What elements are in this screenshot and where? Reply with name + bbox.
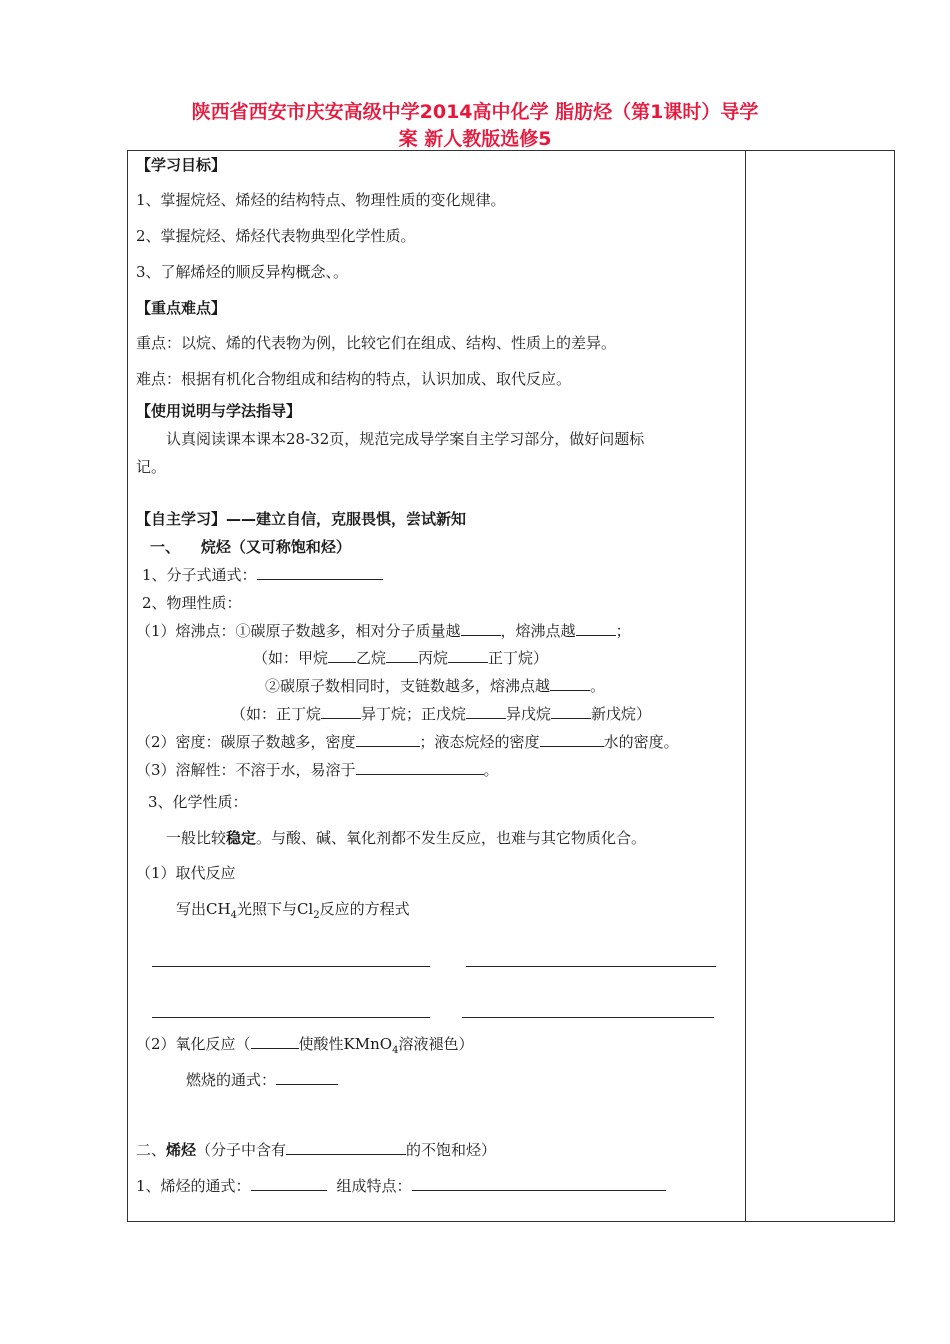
oxidation-text-b: 使酸性KMnO bbox=[298, 1035, 393, 1053]
stability-text-a: 一般比较 bbox=[166, 829, 227, 847]
solubility-row bbox=[136, 760, 499, 780]
usage-text-2: 记。 bbox=[136, 458, 167, 476]
example1-text-a: （如：甲烷 bbox=[253, 649, 329, 667]
combustion-row bbox=[186, 1070, 338, 1090]
stability-text-c: 。与酸、碱、氧化剂都不发生反应，也难与其它物质化合。 bbox=[256, 829, 647, 847]
ch4-subscript: 4 bbox=[230, 910, 237, 921]
branch-text-a: ②碳原子数相同时，支链数越多，熔沸点越 bbox=[265, 677, 551, 695]
example2-text-a: （如：正丁烷 bbox=[231, 705, 322, 723]
composition-label: 组成特点： bbox=[336, 1177, 412, 1195]
blank-alkene-formula[interactable] bbox=[251, 1176, 327, 1191]
document-title-line2: 案 新人教版选修5 bbox=[398, 128, 552, 150]
oxidation-text-c: 溶液褪色） bbox=[398, 1035, 474, 1053]
substitution-label: （1）取代反应 bbox=[136, 864, 236, 882]
blank-compare-5[interactable] bbox=[466, 704, 506, 719]
alkene-heading-row bbox=[136, 1140, 496, 1160]
alkene-title: 烯烃 bbox=[166, 1141, 197, 1159]
combustion-label: 燃烧的通式： bbox=[186, 1071, 277, 1089]
blank-combustion[interactable] bbox=[276, 1070, 338, 1085]
branch-row bbox=[265, 676, 605, 696]
physical-properties-label: 2、物理性质： bbox=[142, 594, 242, 612]
document-title-line1: 陕西省西安市庆安高级中学2014高中化学 脂肪烃（第1课时）导学 bbox=[191, 101, 759, 123]
blank-boiling[interactable] bbox=[576, 621, 616, 636]
column-divider bbox=[745, 151, 746, 1221]
equation-line-4[interactable] bbox=[462, 1017, 714, 1018]
density-text-b: ；液态烷烃的密度 bbox=[419, 733, 540, 751]
equation-line-1[interactable] bbox=[152, 966, 430, 967]
oxidation-text-a: （2）氧化反应（ bbox=[136, 1035, 251, 1053]
stability-row bbox=[166, 828, 646, 848]
density-text-a: （2）密度：碳原子数越多，密度 bbox=[136, 733, 356, 751]
general-formula-row bbox=[142, 565, 383, 585]
chemical-properties-label: 3、化学性质： bbox=[148, 793, 248, 811]
goal-1: 1、掌握烷烃、烯烃的结构特点、物理性质的变化规律。 bbox=[136, 191, 506, 209]
example2-text-c: 异戊烷 bbox=[506, 705, 552, 723]
example1-text-b: 乙烷 bbox=[356, 649, 387, 667]
alkene-text-d: 的不饱和烃） bbox=[406, 1141, 497, 1159]
alkene-formula-row bbox=[136, 1176, 666, 1196]
equation-line-2[interactable] bbox=[466, 966, 716, 967]
boiling-point-row bbox=[136, 621, 631, 641]
goal-2: 2、掌握烷烃、烯烃代表物典型化学性质。 bbox=[136, 227, 416, 245]
example1-text-c: 丙烷 bbox=[418, 649, 449, 667]
example-row-2 bbox=[231, 704, 651, 724]
goal-3: 3、了解烯烃的顺反异构概念、。 bbox=[136, 263, 349, 281]
example1-text-d: 正丁烷） bbox=[488, 649, 549, 667]
blank-alkene-bond[interactable] bbox=[286, 1140, 406, 1155]
worksheet-table bbox=[127, 150, 895, 1222]
difficult-point: 难点：根据有机化合物组成和结构的特点，认识加成、取代反应。 bbox=[136, 370, 572, 388]
oxidation-row bbox=[136, 1034, 473, 1061]
density-text-c: 水的密度。 bbox=[603, 733, 679, 751]
blank-compare-2[interactable] bbox=[386, 648, 418, 663]
write-text-c: 反应的方程式 bbox=[319, 900, 410, 918]
goals-heading: 【学习目标】 bbox=[136, 156, 227, 174]
boiling-point-text-c: ； bbox=[615, 622, 631, 640]
boiling-point-text-b: ，熔沸点越 bbox=[500, 622, 576, 640]
blank-branch[interactable] bbox=[550, 676, 590, 691]
general-formula-label: 1、分子式通式： bbox=[142, 566, 257, 584]
density-row bbox=[136, 732, 679, 752]
self-study-heading: 【自主学习】——建立自信，克服畏惧，尝试新知 bbox=[136, 510, 467, 528]
solubility-text-a: （3）溶解性：不溶于水，易溶于 bbox=[136, 761, 356, 779]
write-equation-prompt bbox=[176, 899, 410, 926]
blank-compare-4[interactable] bbox=[321, 704, 361, 719]
example2-text-b: 异丁烷；正戊烷 bbox=[361, 705, 467, 723]
key-heading: 【重点难点】 bbox=[136, 299, 227, 317]
alkene-text-a: 二、 bbox=[136, 1141, 167, 1159]
write-text-a: 写出CH bbox=[176, 900, 231, 918]
blank-compare-6[interactable] bbox=[551, 704, 591, 719]
stability-emphasis: 稳定 bbox=[226, 829, 257, 847]
kmno4-subscript: 4 bbox=[392, 1045, 399, 1056]
usage-heading: 【使用说明与学法指导】 bbox=[136, 402, 302, 420]
blank-solvent[interactable] bbox=[356, 760, 484, 775]
alkane-heading: 一、 烷烃（又可称饱和烃） bbox=[150, 538, 351, 556]
usage-text-1: 认真阅读课本课本28-32页，规范完成导学案自主学习部分，做好问题标 bbox=[166, 430, 645, 448]
cl2-subscript: 2 bbox=[313, 910, 320, 921]
key-point: 重点：以烷、烯的代表物为例，比较它们在组成、结构、性质上的差异。 bbox=[136, 334, 617, 352]
blank-mass[interactable] bbox=[461, 621, 501, 636]
blank-compare-3[interactable] bbox=[448, 648, 488, 663]
write-text-b: 光照下与Cl bbox=[236, 900, 314, 918]
branch-text-b: 。 bbox=[590, 677, 606, 695]
example-row-1 bbox=[253, 648, 548, 668]
blank-density-compare[interactable] bbox=[540, 732, 604, 747]
general-formula-blank[interactable] bbox=[257, 565, 383, 580]
solubility-text-b: 。 bbox=[483, 761, 499, 779]
boiling-point-text-a: （1）熔沸点：①碳原子数越多，相对分子质量越 bbox=[136, 622, 461, 640]
alkene-text-c: （分子中含有 bbox=[196, 1141, 287, 1159]
blank-oxidation[interactable] bbox=[251, 1034, 299, 1049]
blank-composition[interactable] bbox=[412, 1176, 666, 1191]
equation-line-3[interactable] bbox=[152, 1017, 430, 1018]
example2-text-d: 新戊烷） bbox=[591, 705, 652, 723]
blank-compare-1[interactable] bbox=[328, 648, 356, 663]
alkene-formula-label: 1、烯烃的通式： bbox=[136, 1177, 251, 1195]
blank-density[interactable] bbox=[356, 732, 420, 747]
